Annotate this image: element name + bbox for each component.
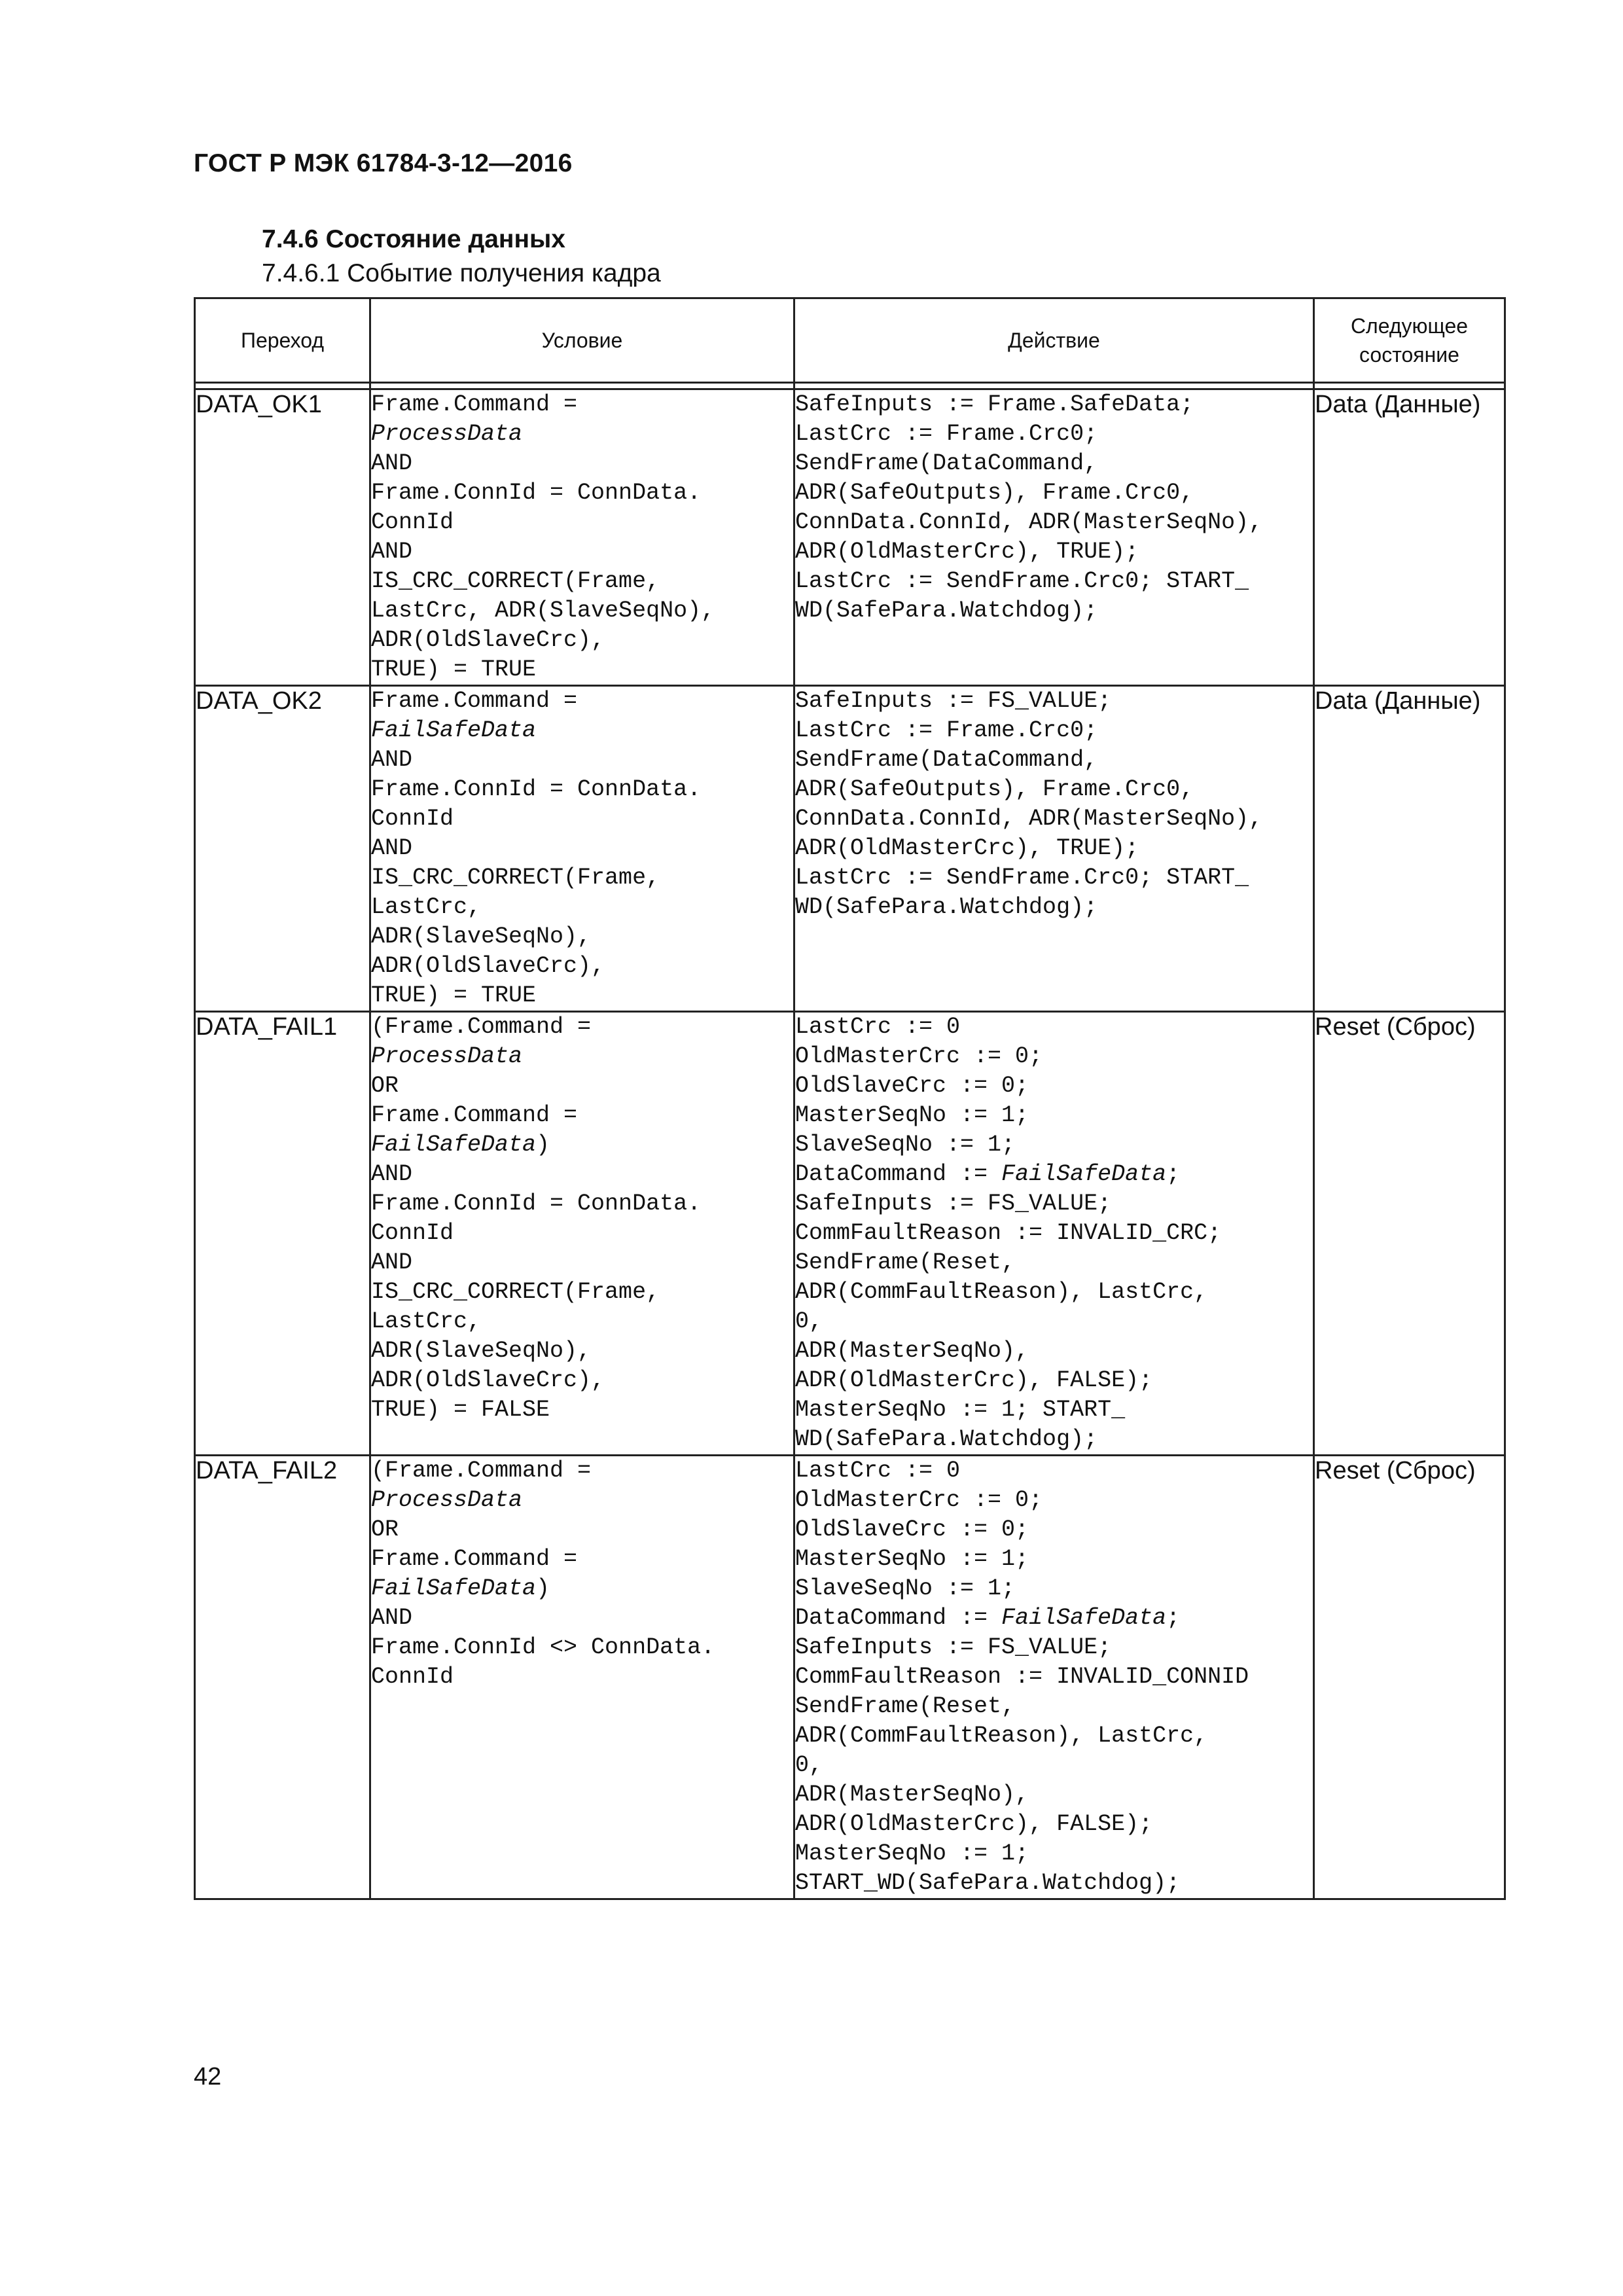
action-text: LastCrc := Frame.Crc0; — [795, 717, 1098, 744]
action-line — [795, 1366, 1313, 1395]
condition-text: Frame.Command = — [371, 1546, 578, 1572]
document-header: ГОСТ Р МЭК 61784-3-12—2016 — [194, 149, 573, 177]
condition-text: LastCrc, — [371, 1308, 482, 1335]
action-text: LastCrc := Frame.Crc0; — [795, 421, 1098, 447]
action-text: ADR(OldMasterCrc), FALSE); — [795, 1367, 1153, 1393]
action-text: ; — [1166, 1605, 1181, 1631]
condition-text: ConnId — [371, 806, 454, 832]
condition-line — [371, 893, 793, 922]
condition-text: ConnId — [371, 1220, 454, 1246]
action-line — [795, 1307, 1313, 1336]
action-text: MasterSeqNo := 1; — [795, 1102, 1029, 1128]
condition-text: AND — [371, 1249, 413, 1276]
table-row — [195, 1012, 1505, 1456]
action-text: ADR(MasterSeqNo), — [795, 1338, 1029, 1364]
next-state-cell: Reset (Сброс) — [1314, 1456, 1505, 1899]
action-text: ADR(OldMasterCrc), TRUE); — [795, 835, 1139, 861]
condition-line — [371, 1189, 793, 1219]
transition-cell: DATA_FAIL1 — [195, 1012, 370, 1456]
table-body — [195, 383, 1505, 1899]
condition-line — [371, 1307, 793, 1336]
condition-text: ProcessData — [371, 1487, 523, 1513]
action-text: LastCrc := 0 — [795, 1014, 961, 1040]
condition-line — [371, 1395, 793, 1425]
action-text: ADR(OldMasterCrc), FALSE); — [795, 1811, 1153, 1837]
condition-text: FailSafeData — [371, 1575, 537, 1602]
action-text: OldMasterCrc := 0; — [795, 1043, 1043, 1069]
action-text: SafeInputs := FS_VALUE; — [795, 1634, 1112, 1660]
condition-line — [371, 863, 793, 893]
condition-text: LastCrc, — [371, 894, 482, 920]
condition-line — [371, 420, 793, 449]
action-line — [795, 1692, 1313, 1721]
condition-cell — [370, 1456, 794, 1899]
condition-line — [371, 1515, 793, 1545]
condition-line — [371, 508, 793, 537]
condition-line — [371, 1574, 793, 1604]
action-text: SafeInputs := Frame.SafeData; — [795, 391, 1194, 418]
action-text: LastCrc := 0 — [795, 1458, 961, 1484]
condition-text: TRUE) = TRUE — [371, 982, 537, 1009]
condition-line — [371, 1101, 793, 1130]
column-header-action: Действие — [794, 298, 1314, 383]
condition-line — [371, 1336, 793, 1366]
action-line — [795, 863, 1313, 893]
action-text: WD(SafePara.Watchdog); — [795, 894, 1098, 920]
action-cell — [794, 1012, 1314, 1456]
next-state-cell: Reset (Сброс) — [1314, 1012, 1505, 1456]
section-title: 7.4.6 Состояние данных — [262, 225, 566, 253]
action-line — [795, 1189, 1313, 1219]
action-line — [795, 745, 1313, 775]
action-line — [795, 1219, 1313, 1248]
condition-text: Frame.ConnId = ConnData. — [371, 1191, 702, 1217]
action-line — [795, 1662, 1313, 1692]
condition-line — [371, 1486, 793, 1515]
condition-line — [371, 745, 793, 775]
table-row — [195, 389, 1505, 686]
action-text: SendFrame(DataCommand, — [795, 747, 1098, 773]
column-header-next-state: Следующее состояние — [1314, 298, 1505, 383]
action-cell — [794, 389, 1314, 686]
condition-text: IS_CRC_CORRECT(Frame, — [371, 1279, 660, 1305]
condition-text: (Frame.Command = — [371, 1458, 592, 1484]
condition-text: FailSafeData — [371, 1132, 537, 1158]
condition-text: AND — [371, 747, 413, 773]
action-line — [795, 537, 1313, 567]
action-line — [795, 420, 1313, 449]
action-text: ConnData.ConnId, ADR(MasterSeqNo), — [795, 509, 1263, 535]
condition-line — [371, 626, 793, 655]
condition-text: ADR(OldSlaveCrc), — [371, 1367, 605, 1393]
action-text: CommFaultReason := INVALID_CONNID — [795, 1664, 1249, 1690]
action-text: MasterSeqNo := 1; — [795, 1546, 1029, 1572]
action-line — [795, 1248, 1313, 1278]
action-line — [795, 775, 1313, 804]
action-line — [795, 1780, 1313, 1810]
header-separator — [195, 383, 1505, 389]
action-text: 0, — [795, 1308, 823, 1335]
action-line — [795, 1633, 1313, 1662]
transition-cell: DATA_FAIL2 — [195, 1456, 370, 1899]
condition-text: ADR(SlaveSeqNo), — [371, 1338, 592, 1364]
condition-text: ADR(OldSlaveCrc), — [371, 627, 605, 653]
condition-line — [371, 687, 793, 716]
condition-line — [371, 834, 793, 863]
condition-line — [371, 1042, 793, 1071]
condition-line — [371, 537, 793, 567]
condition-line — [371, 449, 793, 478]
condition-line — [371, 1278, 793, 1307]
transition-cell: DATA_OK1 — [195, 389, 370, 686]
action-line — [795, 567, 1313, 596]
condition-line — [371, 981, 793, 1011]
condition-text: ADR(SlaveSeqNo), — [371, 924, 592, 950]
condition-line — [371, 1013, 793, 1042]
condition-line — [371, 716, 793, 745]
action-line — [795, 1515, 1313, 1545]
condition-line — [371, 655, 793, 685]
condition-text: Frame.ConnId = ConnData. — [371, 776, 702, 802]
action-text: SlaveSeqNo := 1; — [795, 1132, 1016, 1158]
condition-line — [371, 478, 793, 508]
condition-line — [371, 1160, 793, 1189]
condition-line — [371, 567, 793, 596]
action-line — [795, 478, 1313, 508]
condition-line — [371, 1633, 793, 1662]
transition-cell: DATA_OK2 — [195, 686, 370, 1012]
action-text: WD(SafePara.Watchdog); — [795, 598, 1098, 624]
action-line — [795, 390, 1313, 420]
condition-line — [371, 1366, 793, 1395]
action-text: ADR(CommFaultReason), LastCrc, — [795, 1723, 1208, 1749]
condition-cell — [370, 686, 794, 1012]
action-line — [795, 1013, 1313, 1042]
action-line — [795, 449, 1313, 478]
condition-line — [371, 1662, 793, 1692]
condition-line — [371, 390, 793, 420]
action-line — [795, 804, 1313, 834]
action-text: OldSlaveCrc := 0; — [795, 1073, 1029, 1099]
condition-text: ProcessData — [371, 1043, 523, 1069]
action-line — [795, 1751, 1313, 1780]
action-text: MasterSeqNo := 1; START_ — [795, 1397, 1126, 1423]
condition-text: TRUE) = FALSE — [371, 1397, 550, 1423]
table-header-row — [195, 298, 1505, 383]
action-text: LastCrc := SendFrame.Crc0; START_ — [795, 865, 1249, 891]
condition-line — [371, 1604, 793, 1633]
action-text: CommFaultReason := INVALID_CRC; — [795, 1220, 1222, 1246]
condition-line — [371, 596, 793, 626]
condition-text: FailSafeData — [371, 717, 537, 744]
action-text: MasterSeqNo := 1; — [795, 1840, 1029, 1867]
action-line — [795, 1395, 1313, 1425]
condition-line — [371, 775, 793, 804]
condition-text: ConnId — [371, 1664, 454, 1690]
condition-text: AND — [371, 1161, 413, 1187]
action-line — [795, 508, 1313, 537]
action-line — [795, 1130, 1313, 1160]
action-text: ADR(SafeOutputs), Frame.Crc0, — [795, 480, 1194, 506]
condition-text: Frame.ConnId = ConnData. — [371, 480, 702, 506]
action-line — [795, 1604, 1313, 1633]
action-line — [795, 1545, 1313, 1574]
action-text: ADR(OldMasterCrc), TRUE); — [795, 539, 1139, 565]
condition-text: Frame.Command = — [371, 391, 578, 418]
action-line — [795, 1042, 1313, 1071]
action-text: SendFrame(Reset, — [795, 1693, 1016, 1719]
action-text: FailSafeData — [1001, 1605, 1167, 1631]
action-text: ADR(SafeOutputs), Frame.Crc0, — [795, 776, 1194, 802]
action-text: ConnData.ConnId, ADR(MasterSeqNo), — [795, 806, 1263, 832]
column-header-condition: Условие — [370, 298, 794, 383]
action-text: SendFrame(Reset, — [795, 1249, 1016, 1276]
condition-line — [371, 1248, 793, 1278]
action-line — [795, 893, 1313, 922]
condition-text: IS_CRC_CORRECT(Frame, — [371, 568, 660, 594]
action-line — [795, 1278, 1313, 1307]
condition-text: ADR(OldSlaveCrc), — [371, 953, 605, 979]
action-text: SafeInputs := FS_VALUE; — [795, 1191, 1112, 1217]
condition-line — [371, 1219, 793, 1248]
condition-text: AND — [371, 1605, 413, 1631]
condition-line — [371, 922, 793, 952]
action-line — [795, 1101, 1313, 1130]
condition-line — [371, 1071, 793, 1101]
next-state-cell: Data (Данные) — [1314, 686, 1505, 1012]
action-text: FailSafeData — [1001, 1161, 1167, 1187]
condition-line — [371, 1130, 793, 1160]
condition-text: AND — [371, 835, 413, 861]
action-line — [795, 1839, 1313, 1869]
condition-line — [371, 952, 793, 981]
action-line — [795, 834, 1313, 863]
action-text: DataCommand := — [795, 1161, 1002, 1187]
action-line — [795, 716, 1313, 745]
condition-line — [371, 1456, 793, 1486]
action-cell — [794, 1456, 1314, 1899]
action-text: SendFrame(DataCommand, — [795, 450, 1098, 476]
action-line — [795, 1336, 1313, 1366]
condition-text: ConnId — [371, 509, 454, 535]
subsection-title: 7.4.6.1 Событие получения кадра — [262, 259, 661, 287]
action-line — [795, 1425, 1313, 1454]
action-line — [795, 1486, 1313, 1515]
action-text: ; — [1166, 1161, 1181, 1187]
action-text: 0, — [795, 1752, 823, 1778]
action-text: START_WD(SafePara.Watchdog); — [795, 1870, 1181, 1896]
condition-text: ) — [536, 1575, 550, 1602]
action-line — [795, 1869, 1313, 1898]
action-line — [795, 687, 1313, 716]
condition-text: OR — [371, 1073, 399, 1099]
condition-text: (Frame.Command = — [371, 1014, 592, 1040]
condition-text: AND — [371, 450, 413, 476]
action-line — [795, 1160, 1313, 1189]
action-text: OldSlaveCrc := 0; — [795, 1516, 1029, 1543]
action-text: SlaveSeqNo := 1; — [795, 1575, 1016, 1602]
action-line — [795, 1721, 1313, 1751]
action-text: SafeInputs := FS_VALUE; — [795, 688, 1112, 714]
action-text: LastCrc := SendFrame.Crc0; START_ — [795, 568, 1249, 594]
condition-cell — [370, 389, 794, 686]
action-text: OldMasterCrc := 0; — [795, 1487, 1043, 1513]
condition-text: AND — [371, 539, 413, 565]
condition-cell — [370, 1012, 794, 1456]
condition-text: OR — [371, 1516, 399, 1543]
action-line — [795, 1456, 1313, 1486]
next-state-cell: Data (Данные) — [1314, 389, 1505, 686]
page-number: 42 — [194, 2063, 222, 2090]
action-line — [795, 1810, 1313, 1839]
table-row — [195, 1456, 1505, 1899]
action-line — [795, 1071, 1313, 1101]
condition-text: TRUE) = TRUE — [371, 656, 537, 683]
condition-text: Frame.Command = — [371, 1102, 578, 1128]
action-cell — [794, 686, 1314, 1012]
condition-text: IS_CRC_CORRECT(Frame, — [371, 865, 660, 891]
condition-text: Frame.Command = — [371, 688, 578, 714]
column-header-transition: Переход — [195, 298, 370, 383]
condition-line — [371, 804, 793, 834]
condition-line — [371, 1545, 793, 1574]
transition-table — [194, 297, 1506, 1900]
action-line — [795, 596, 1313, 626]
condition-text: ) — [536, 1132, 550, 1158]
action-text: ADR(MasterSeqNo), — [795, 1782, 1029, 1808]
condition-text: LastCrc, ADR(SlaveSeqNo), — [371, 598, 715, 624]
action-text: WD(SafePara.Watchdog); — [795, 1426, 1098, 1452]
condition-text: ProcessData — [371, 421, 523, 447]
condition-text: Frame.ConnId <> ConnData. — [371, 1634, 715, 1660]
action-text: ADR(CommFaultReason), LastCrc, — [795, 1279, 1208, 1305]
table-row — [195, 686, 1505, 1012]
action-text: DataCommand := — [795, 1605, 1002, 1631]
action-line — [795, 1574, 1313, 1604]
